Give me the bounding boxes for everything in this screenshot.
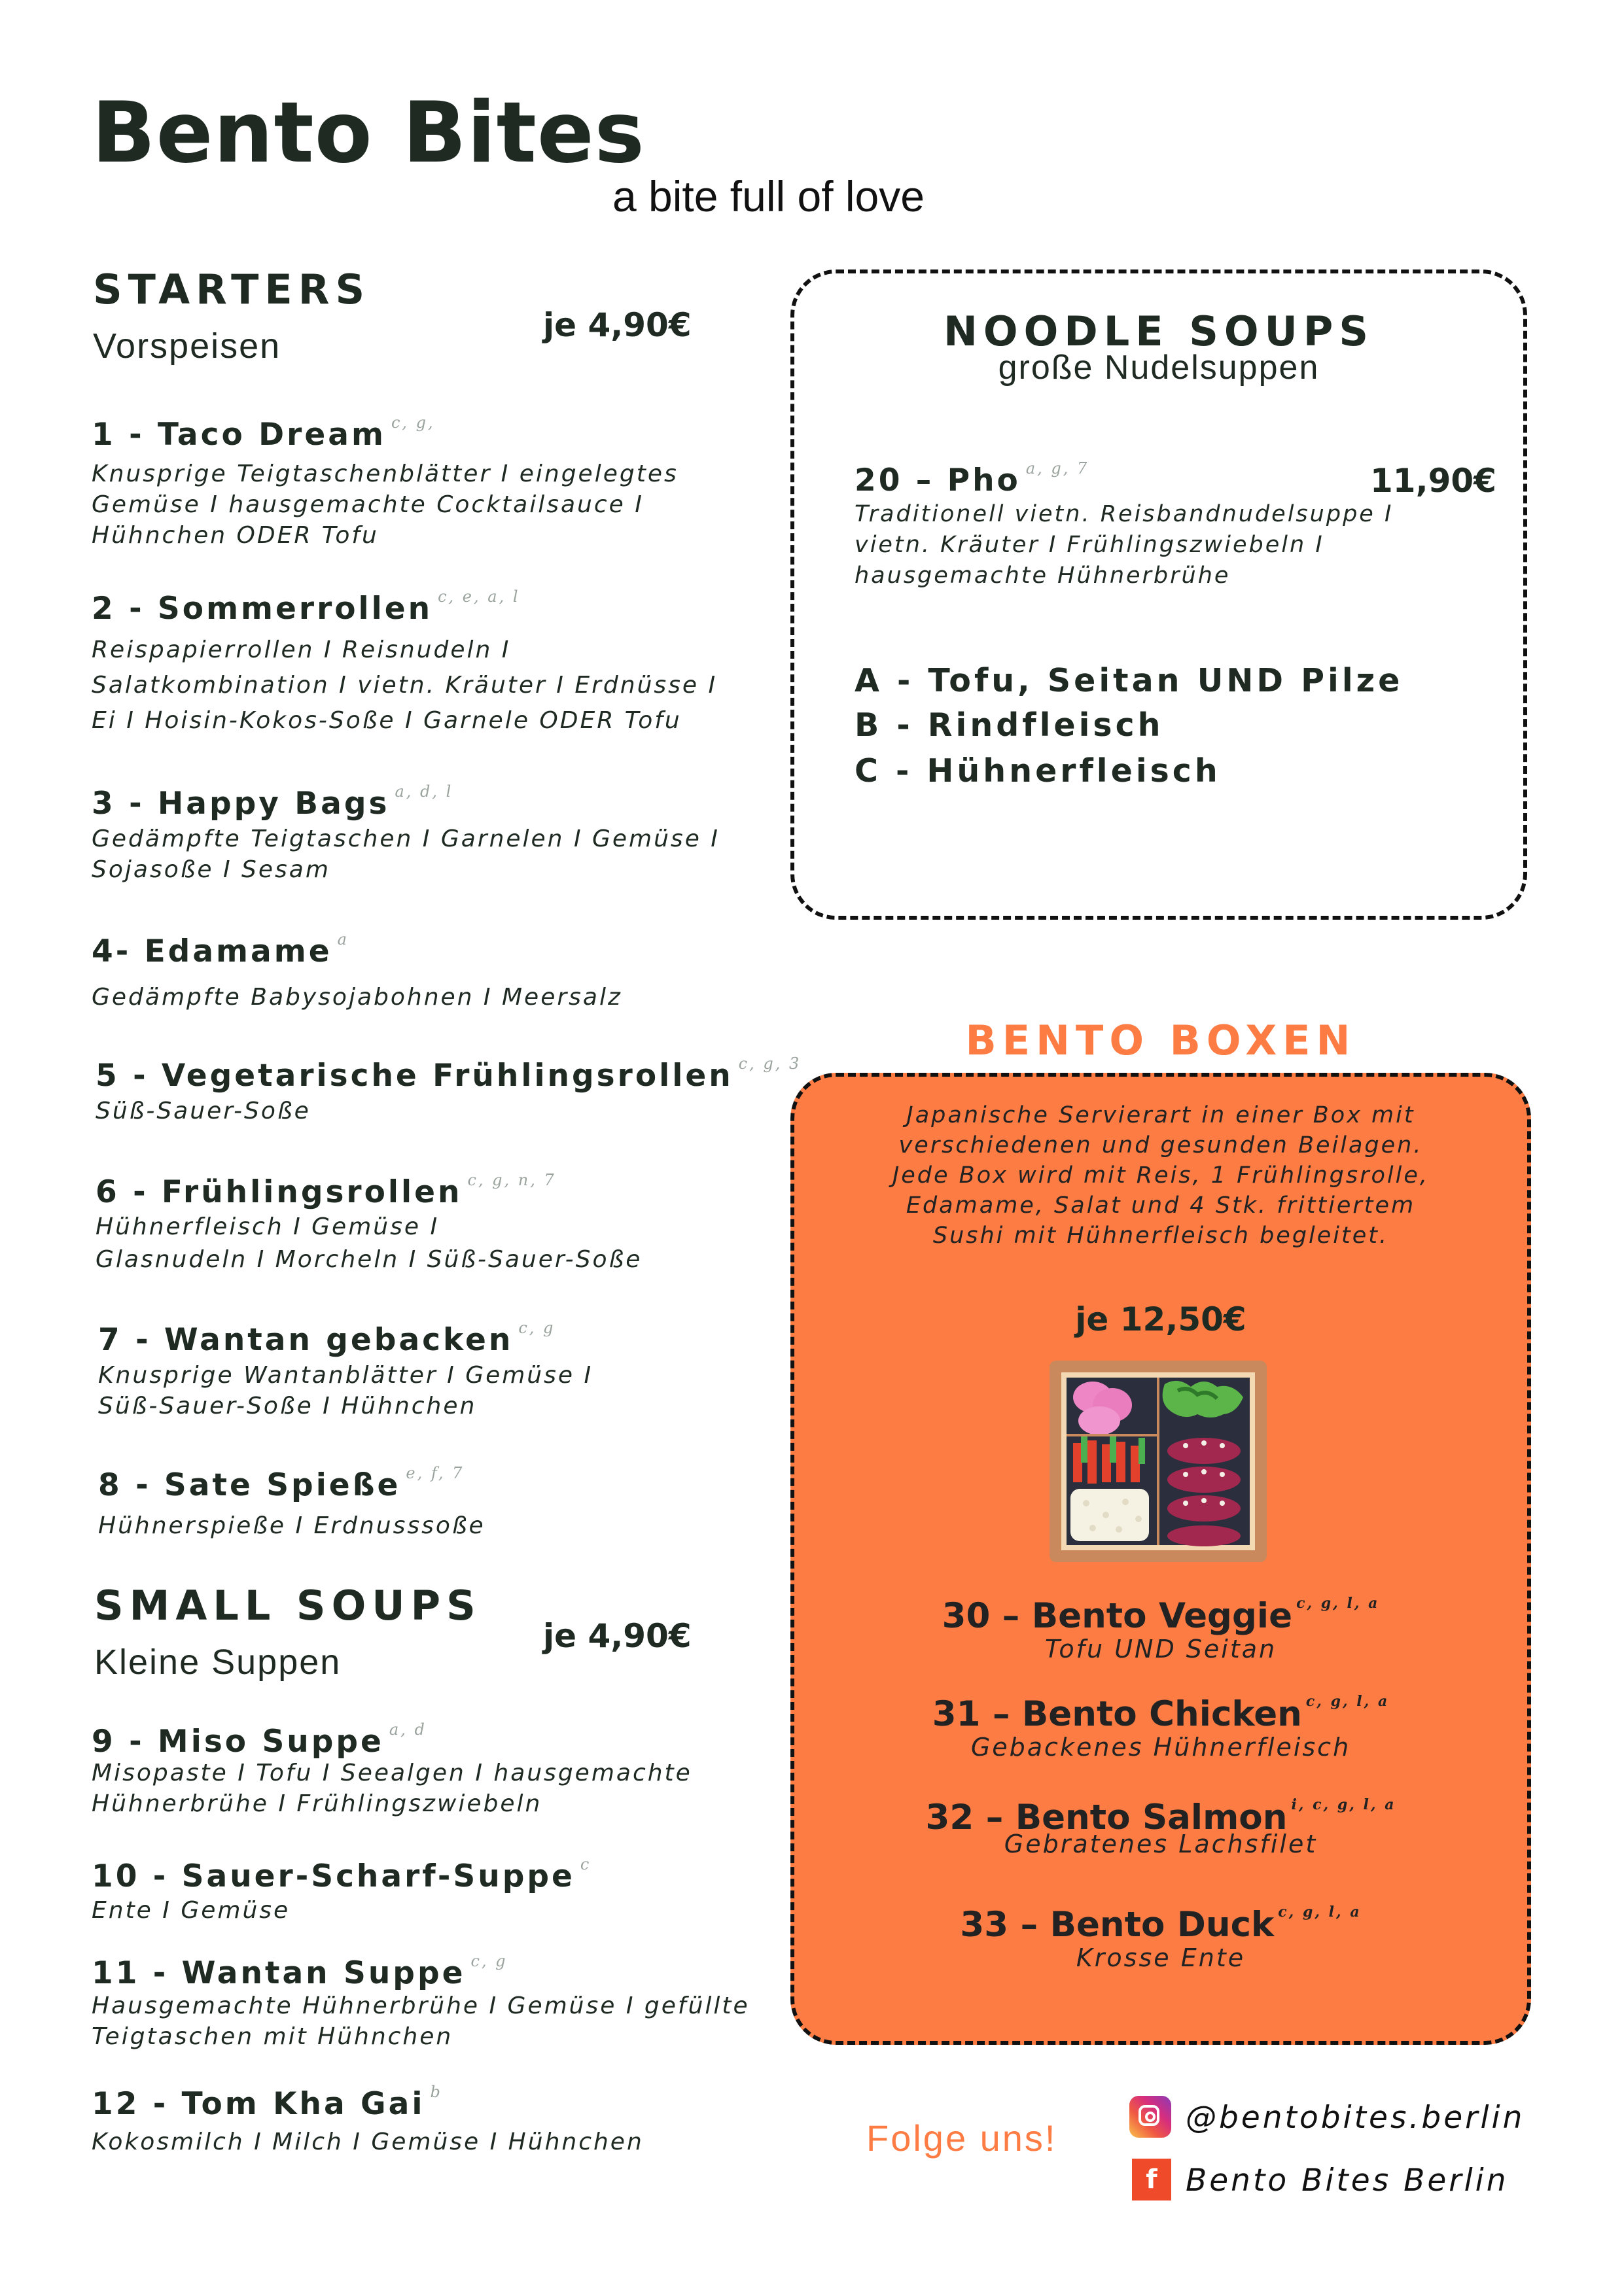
item-description: Ente I Gemüse xyxy=(92,1897,291,1924)
item-description: Gedämpfte Babysojabohnen I Meersalz xyxy=(92,984,622,1011)
menu-item xyxy=(92,2083,785,2157)
allergen-codes: c, g, l, a xyxy=(1278,1904,1362,1921)
allergen-codes: b xyxy=(430,2083,442,2101)
item-name: 8 - Sate Spieße xyxy=(98,1467,401,1503)
bento-item-name: 33 – Bento Duck $^{c, g, l, a}$ xyxy=(960,1904,1362,1945)
facebook-page-name[interactable]: Bento Bites Berlin xyxy=(1186,2163,1509,2199)
item-description: Reispapierrollen I Reisnudeln I Salatkombination I vietn. Kräuter I Erdnüsse I Ei I Hoisin-Kokos-Soße I Garnele ODER Tofu xyxy=(92,636,718,735)
menu-item xyxy=(92,930,785,1013)
item-name: 5 - Vegetarische Frühlingsrollen xyxy=(96,1058,733,1094)
allergen-codes: c, g, l, a xyxy=(1305,1693,1390,1710)
allergen-codes: c, g xyxy=(470,1952,508,1970)
allergen-codes: i, c, g, l, a xyxy=(1291,1796,1396,1813)
noodle-soups-heading: NOODLE SOUPS xyxy=(943,307,1374,355)
item-name: 4- Edamame xyxy=(92,933,332,969)
follow-us-label: Folge uns! xyxy=(866,2117,1057,2159)
bento-item-description: Gebackenes Hühnerfleisch xyxy=(970,1733,1351,1762)
starters-subheading: Vorspeisen xyxy=(93,326,281,366)
bento-item-description: Krosse Ente xyxy=(1076,1943,1246,1972)
instagram-handle[interactable]: @bentobites.berlin xyxy=(1186,2100,1525,2136)
menu-item xyxy=(98,1464,792,1541)
item-description: Knusprige Wantanblätter I Gemüse I Süß-Sauer-Soße I Hühnchen xyxy=(98,1362,593,1420)
menu-item xyxy=(92,587,785,739)
bento-item-name: 31 – Bento Chicken $^{c, g, l, a}$ xyxy=(932,1693,1390,1734)
menu-item xyxy=(96,1054,802,1126)
noodle-soups-subheading: große Nudelsuppen xyxy=(998,349,1320,387)
menu-item xyxy=(92,413,785,551)
allergen-codes: c xyxy=(580,1855,591,1873)
tagline: a bite full of love xyxy=(612,172,925,220)
item-name: 3 - Happy Bags xyxy=(92,786,390,822)
item-name: 12 - Tom Kha Gai xyxy=(92,2086,425,2122)
menu-item xyxy=(92,1855,785,1926)
item-description: Gedämpfte Teigtaschen I Garnelen I Gemüse I Sojasoße I Sesam xyxy=(92,826,720,884)
instagram-icon[interactable] xyxy=(1129,2096,1171,2138)
bento-intro: Japanische Servierart in einer Box mit verschiedenen und gesunden Beilagen. Jede Box wird mit Reis, 1 Frühlingsrolle, Edamame, Salat und 4 Stk. frittiertem Sushi mit Hühnerfleisch begleitet. xyxy=(892,1102,1430,1249)
bento-heading: BENTO BOXEN xyxy=(965,1017,1356,1064)
page-title: Bento Bites xyxy=(92,84,645,182)
item-description: Knusprige Teigtaschenblätter I eingelegtes Gemüse I hausgemachte Cocktailsauce I Hühnchen ODER Tofu xyxy=(92,461,679,549)
allergen-codes: c, g, n, 7 xyxy=(467,1171,556,1189)
item-name: 9 - Miso Suppe xyxy=(92,1724,384,1760)
item-name: 6 - Frühlingsrollen xyxy=(96,1174,463,1210)
variant-a: A - Tofu, Seitan UND Pilze xyxy=(855,662,1403,699)
bento-item-name: 32 – Bento Salmon $^{i, c, g, l, a}$ xyxy=(925,1796,1396,1837)
allergen-codes: e, f, 7 xyxy=(406,1464,465,1482)
small-soups-heading: SMALL SOUPS xyxy=(94,1582,482,1629)
item-name: 2 - Sommerrollen xyxy=(92,591,433,627)
item-name: 7 - Wantan gebacken xyxy=(98,1322,514,1358)
item-description: Süß-Sauer-Soße xyxy=(96,1098,311,1125)
starters-price: je 4,90€ xyxy=(543,306,692,344)
item-description: Traditionell vietn. Reisbandnudelsuppe I vietn. Kräuter I Frühlingszwiebeln I hausgemachte Hühnerbrühe xyxy=(855,501,1394,589)
allergen-codes: c, g, 3 xyxy=(738,1054,802,1073)
bento-item-description: Gebratenes Lachsfilet xyxy=(1004,1830,1318,1858)
menu-item xyxy=(98,1319,792,1421)
item-description: Hühnerfleisch I Gemüse I Glasnudeln I Morcheln I Süß-Sauer-Soße xyxy=(96,1213,643,1274)
noodle-price: 11,90€ xyxy=(1370,462,1496,500)
item-description: Kokosmilch I Milch I Gemüse I Hühnchen xyxy=(92,2129,644,2156)
allergen-codes: a, g, 7 xyxy=(1025,459,1089,478)
allergen-codes: a, d xyxy=(389,1720,427,1739)
starters-heading: STARTERS xyxy=(93,266,371,313)
menu-item xyxy=(92,782,785,885)
allergen-codes: c, g, xyxy=(391,413,435,432)
item-description: Hühnerspieße I Erdnusssoße xyxy=(98,1512,485,1540)
menu-item xyxy=(92,1952,785,2052)
allergen-codes: c, g xyxy=(518,1319,556,1337)
bento-price: je 12,50€ xyxy=(1075,1300,1246,1338)
variant-b: B - Rindfleisch xyxy=(855,706,1164,744)
item-description: Misopaste I Tofu I Seealgen I hausgemachte Hühnerbrühe I Frühlingszwiebeln xyxy=(92,1760,692,1818)
allergen-codes: c, g, l, a xyxy=(1296,1595,1380,1612)
item-name: 11 - Wantan Suppe xyxy=(92,1955,466,1991)
allergen-codes: c, e, a, l xyxy=(438,587,520,606)
small-soups-subheading: Kleine Suppen xyxy=(94,1643,342,1682)
item-name: 1 - Taco Dream xyxy=(92,417,386,453)
item-name: 20 – Pho xyxy=(855,462,1021,498)
item-description: Hausgemachte Hühnerbrühe I Gemüse I gefüllte Teigtaschen mit Hühnchen xyxy=(92,1992,750,2051)
facebook-icon[interactable]: f xyxy=(1132,2159,1171,2200)
variant-c: C - Hühnerfleisch xyxy=(855,752,1221,790)
small-soups-price: je 4,90€ xyxy=(543,1617,692,1655)
bento-item-description: Tofu UND Seitan xyxy=(1044,1635,1277,1663)
menu-item xyxy=(92,1720,785,1819)
item-name: 10 - Sauer-Scharf-Suppe xyxy=(92,1858,575,1894)
bento-item-name: 30 – Bento Veggie $^{c, g, l, a}$ xyxy=(942,1595,1380,1636)
allergen-codes: a, d, l xyxy=(395,782,453,801)
menu-item xyxy=(96,1171,789,1276)
bento-box-illustration xyxy=(1047,1358,1269,1565)
allergen-codes: a xyxy=(337,930,349,948)
